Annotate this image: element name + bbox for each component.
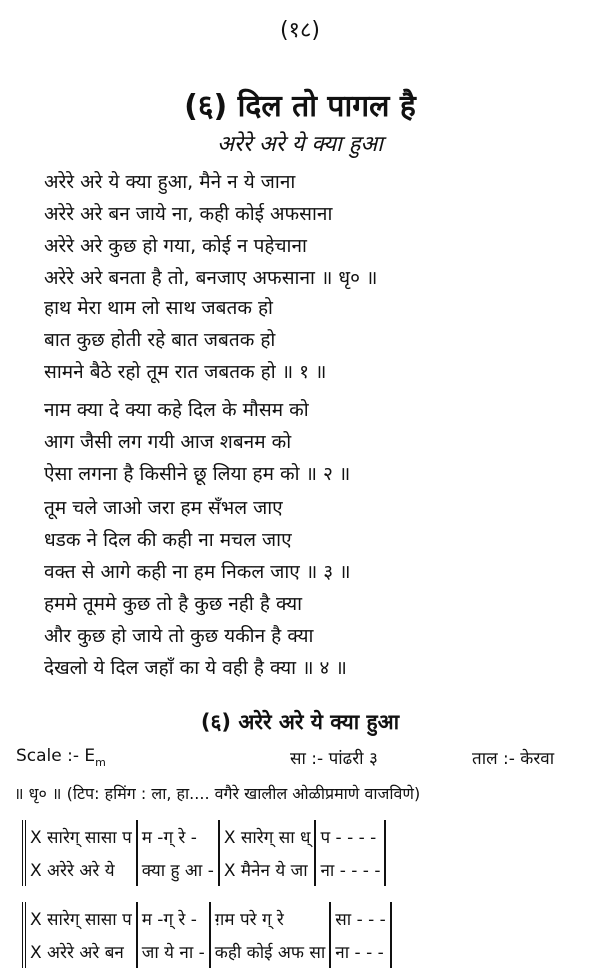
notation-row-lyric — [24, 853, 385, 886]
stanza-1 — [44, 292, 584, 388]
notation-table-2 — [22, 902, 392, 968]
notation-cell: X अरेरे अरे ये — [24, 853, 137, 886]
scale-sub: m — [95, 756, 106, 769]
notation-cell: सा - - - — [330, 902, 391, 935]
song-title: (६) दिल तो पागल है — [184, 89, 416, 124]
sa-info: सा :- पांढरी ३ — [290, 749, 378, 769]
notation-heading: (६) अरेरे अरे ये क्या हुआ — [200, 710, 400, 734]
notation-cell: X मैनेन ये जा — [219, 853, 316, 886]
lyric-line: अरेरे अरे बनता है तो, बनजाए अफसाना ॥ धृ० ॥ — [44, 267, 378, 289]
scale-info — [16, 746, 106, 769]
notation-row-swar — [24, 902, 391, 935]
lyric-line: ऐसा लगना है किसीने छू लिया हम को ॥ २ ॥ — [44, 463, 351, 485]
notation-cell: ग़म परे ग् रे — [210, 902, 331, 935]
stanza-3-4 — [44, 492, 584, 684]
notation-cell: क्या हु आ - — [137, 853, 219, 886]
notation-cell: X सारेग् सासा प — [24, 902, 137, 935]
lyric-line: अरेरे अरे ये क्या हुआ, मैने न ये जाना — [44, 171, 296, 193]
lyric-line: आग जैसी लग गयी आज शबनम को — [44, 431, 292, 453]
lyric-line: तूम चले जाओ जरा हम सँभल जाए — [44, 497, 283, 519]
notation-cell: प - - - - — [315, 820, 385, 853]
notation-cell: जा ये ना - — [137, 935, 210, 968]
notation-table-1 — [22, 820, 386, 886]
notation-cell: कही कोई अफ सा — [210, 935, 331, 968]
notation-cell: ना - - - - — [315, 853, 385, 886]
lyric-line: बात कुछ होती रहे बात जबतक हो — [44, 329, 276, 351]
notation-cell: ना - - - — [330, 935, 391, 968]
lyric-line: सामने बैठे रहो तूम रात जबतक हो ॥ १ ॥ — [44, 361, 327, 383]
stanza-2 — [44, 394, 584, 490]
lyric-line: धडक ने दिल की कही ना मचल जाए — [44, 529, 292, 551]
playing-tip: ॥ धृ० ॥ (टिप: हमिंग : ला, हा.... वगैरे खालील ओळीप्रमाणे वाजविणे) — [14, 784, 421, 803]
notation-cell: X अरेरे अरे बन — [24, 935, 137, 968]
lyric-line: और कुछ हो जाये तो कुछ यकीन है क्या — [44, 625, 314, 647]
lyric-line: अरेरे अरे बन जाये ना, कही कोई अफसाना — [44, 203, 333, 225]
lyric-line: हममे तूममे कुछ तो है कुछ नही है क्या — [44, 593, 303, 615]
notation-cell: X सारेग् सासा प — [24, 820, 137, 853]
lyric-line: देखलो ये दिल जहाँ का ये वही है क्या ॥ ४ ॥ — [44, 657, 347, 679]
notation-row-swar — [24, 820, 385, 853]
scale-label: Scale :- E — [16, 746, 96, 766]
page-number: (१८) — [279, 18, 321, 43]
lyric-line: हाथ मेरा थाम लो साथ जबतक हो — [44, 297, 273, 319]
song-subtitle: अरेरे अरे ये क्या हुआ — [217, 132, 383, 157]
notation-row-lyric — [24, 935, 391, 968]
notation-cell: X सारेग् सा ध् — [219, 820, 316, 853]
lyric-line: वक्त से आगे कही ना हम निकल जाए ॥ ३ ॥ — [44, 561, 351, 583]
lyric-line: अरेरे अरे कुछ हो गया, कोई न पहेचाना — [44, 235, 307, 257]
notation-cell: म -ग् रे - — [137, 820, 219, 853]
lyric-line: नाम क्या दे क्या कहे दिल के मौसम को — [44, 399, 309, 421]
stanza-chorus — [44, 166, 584, 294]
notation-cell: म -ग् रे - — [137, 902, 210, 935]
taal-info: ताल :- केरवा — [472, 749, 555, 769]
